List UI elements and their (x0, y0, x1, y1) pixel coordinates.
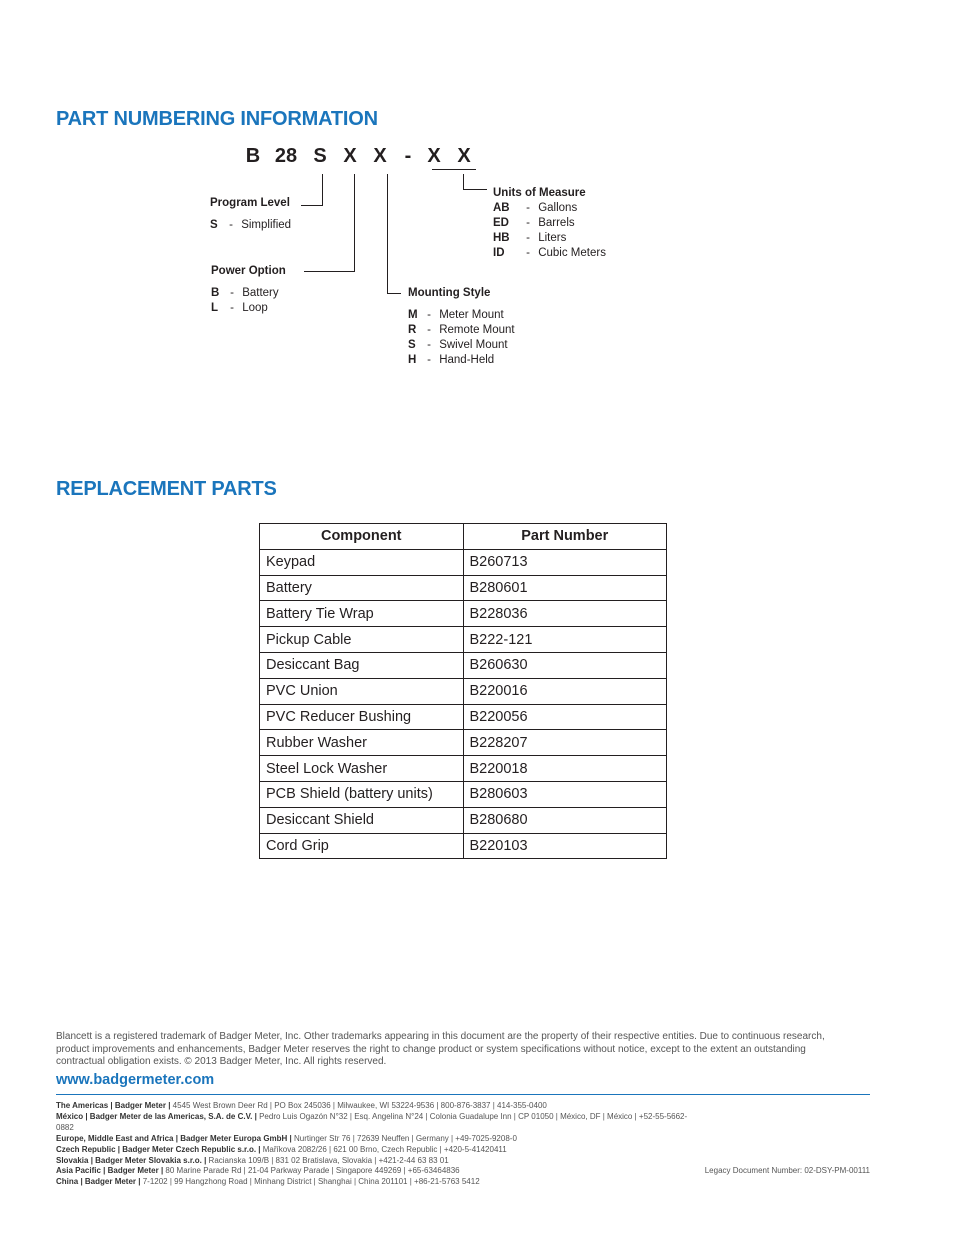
table-row (260, 807, 667, 833)
component-cell: Rubber Washer (260, 730, 464, 756)
component-cell: PVC Union (260, 678, 464, 704)
website-link[interactable]: www.badgermeter.com (56, 1072, 215, 1088)
component-cell: Desiccant Bag (260, 652, 464, 678)
mounting-style-options (408, 308, 515, 368)
component-cell: Pickup Cable (260, 627, 464, 653)
component-cell: PVC Reducer Bushing (260, 704, 464, 730)
trademark-line: product improvements and enhancements, Badger Meter reserves the right to change product or system specifications without notice, except to the extent an outstanding (56, 1043, 806, 1055)
replacement-parts-table (259, 523, 667, 859)
component-cell: Battery (260, 575, 464, 601)
option-row: HB - Liters (493, 232, 567, 244)
program-level-label: Program Level (210, 197, 290, 209)
units-of-measure-options (493, 201, 606, 261)
option-row: S - Simplified (210, 219, 292, 231)
connector-line (301, 205, 323, 206)
power-option-label: Power Option (211, 265, 286, 277)
address-line: The Americas | Badger Meter | 4545 West Brown Deer Rd | PO Box 245036 | Milwaukee, WI 53224-9536 | 800-876-3837 | 414-355-0400 (56, 1101, 547, 1110)
table-row (260, 756, 667, 782)
part-number-cell: B220018 (463, 756, 667, 782)
table-row (260, 678, 667, 704)
table-row (260, 704, 667, 730)
part-number-cell: B220016 (463, 678, 667, 704)
option-row: L - Loop (211, 302, 268, 314)
code-char: - (404, 145, 412, 167)
component-cell: Steel Lock Washer (260, 756, 464, 782)
table-row (260, 730, 667, 756)
trademark-line: Blancett is a registered trademark of Badger Meter, Inc. Other trademarks appearing in this document are the property of their respective entities. Due to continuous research, (56, 1031, 825, 1042)
table-row (260, 652, 667, 678)
power-option-options (211, 286, 279, 316)
option-row: ID - Cubic Meters (493, 247, 606, 259)
table-row (260, 627, 667, 653)
option-row: ED - Barrels (493, 217, 575, 229)
option-row: R - Remote Mount (408, 324, 515, 336)
connector-line (304, 271, 355, 272)
connector-line (322, 174, 323, 206)
part-number-cell: B280601 (463, 575, 667, 601)
option-row: AB - Gallons (493, 202, 578, 214)
part-number-cell: B280680 (463, 807, 667, 833)
connector-line (387, 174, 388, 294)
connector-line (463, 189, 487, 190)
footer-divider (56, 1094, 870, 1095)
part-number-cell: B228207 (463, 730, 667, 756)
component-cell: Cord Grip (260, 833, 464, 859)
part-number-cell: B280603 (463, 781, 667, 807)
part-numbering-heading: PART NUMBERING INFORMATION (56, 108, 378, 130)
code-char: X (457, 145, 471, 167)
code-char: X (427, 145, 441, 167)
units-of-measure-label: Units of Measure (493, 187, 586, 199)
column-header: Part Number (463, 524, 667, 550)
option-row: S - Swivel Mount (408, 339, 508, 351)
address-line: México | Badger Meter de las Americas, S.A. de C.V. | Pedro Luis Ogazón N°32 | Esq. Angelina N°24 | Colonia Guadalupe Inn | CP 01050 | México, DF | México | +52-55-5662-0882 (56, 1111, 688, 1132)
component-cell: Keypad (260, 549, 464, 575)
replacement-parts-heading: REPLACEMENT PARTS (56, 478, 277, 500)
option-row: B - Battery (211, 287, 279, 299)
table-header-row (260, 524, 667, 550)
part-number-cell: B260713 (463, 549, 667, 575)
address-line: Europe, Middle East and Africa | Badger Meter Europa GmbH | Nurtinger Str 76 | 72639 Neuffen | Germany | +49-7025-9208-0 (56, 1133, 517, 1143)
address-line: China | Badger Meter | 7-1202 | 99 Hangzhong Road | Minhang District | Shanghai | China 201101 | +86-21-5763 5412 (56, 1177, 480, 1187)
table-row (260, 781, 667, 807)
code-char: 28 (274, 145, 298, 167)
component-cell: Desiccant Shield (260, 807, 464, 833)
option-row: M - Meter Mount (408, 309, 504, 321)
part-number-cell: B222-121 (463, 627, 667, 653)
part-number-cell: B260630 (463, 652, 667, 678)
program-level-options (210, 218, 291, 233)
mounting-style-label: Mounting Style (408, 287, 491, 299)
part-number-cell: B220056 (463, 704, 667, 730)
connector-line (463, 174, 464, 190)
address-line: Czech Republic | Badger Meter Czech Republic s.r.o. | Maříkova 2082/26 | 621 00 Brno, Czech Republic | +420-5-41420411 (56, 1144, 507, 1154)
part-number-cell: B220103 (463, 833, 667, 859)
code-char: X (373, 145, 387, 167)
address-block (56, 1101, 696, 1188)
trademark-notice (56, 1031, 876, 1069)
connector-line (387, 293, 401, 294)
address-line: Slovakia | Badger Meter Slovakia s.r.o. | Racianska 109/B | 831 02 Bratislava, Slovakia | +421-2-44 63 83 01 (56, 1155, 449, 1165)
component-cell: PCB Shield (battery units) (260, 781, 464, 807)
table-row (260, 601, 667, 627)
trademark-line: contractual obligation exists. © 2013 Badger Meter, Inc. All rights reserved. (56, 1056, 387, 1067)
code-char: X (343, 145, 357, 167)
part-number-code (244, 145, 472, 168)
option-row: H - Hand-Held (408, 354, 495, 366)
column-header: Component (260, 524, 464, 550)
connector-line (354, 174, 355, 272)
legacy-document-number: Legacy Document Number: 02-DSY-PM-00111 (704, 1166, 870, 1175)
code-char: B (245, 145, 261, 167)
code-char: S (313, 145, 327, 167)
part-number-cell: B228036 (463, 601, 667, 627)
table-row (260, 833, 667, 859)
table-row (260, 549, 667, 575)
address-line: Asia Pacific | Badger Meter | 80 Marine Parade Rd | 21-04 Parkway Parade | Singapore 449269 | +65-63464836 (56, 1166, 460, 1176)
component-cell: Battery Tie Wrap (260, 601, 464, 627)
code-underline (432, 169, 476, 170)
table-row (260, 575, 667, 601)
